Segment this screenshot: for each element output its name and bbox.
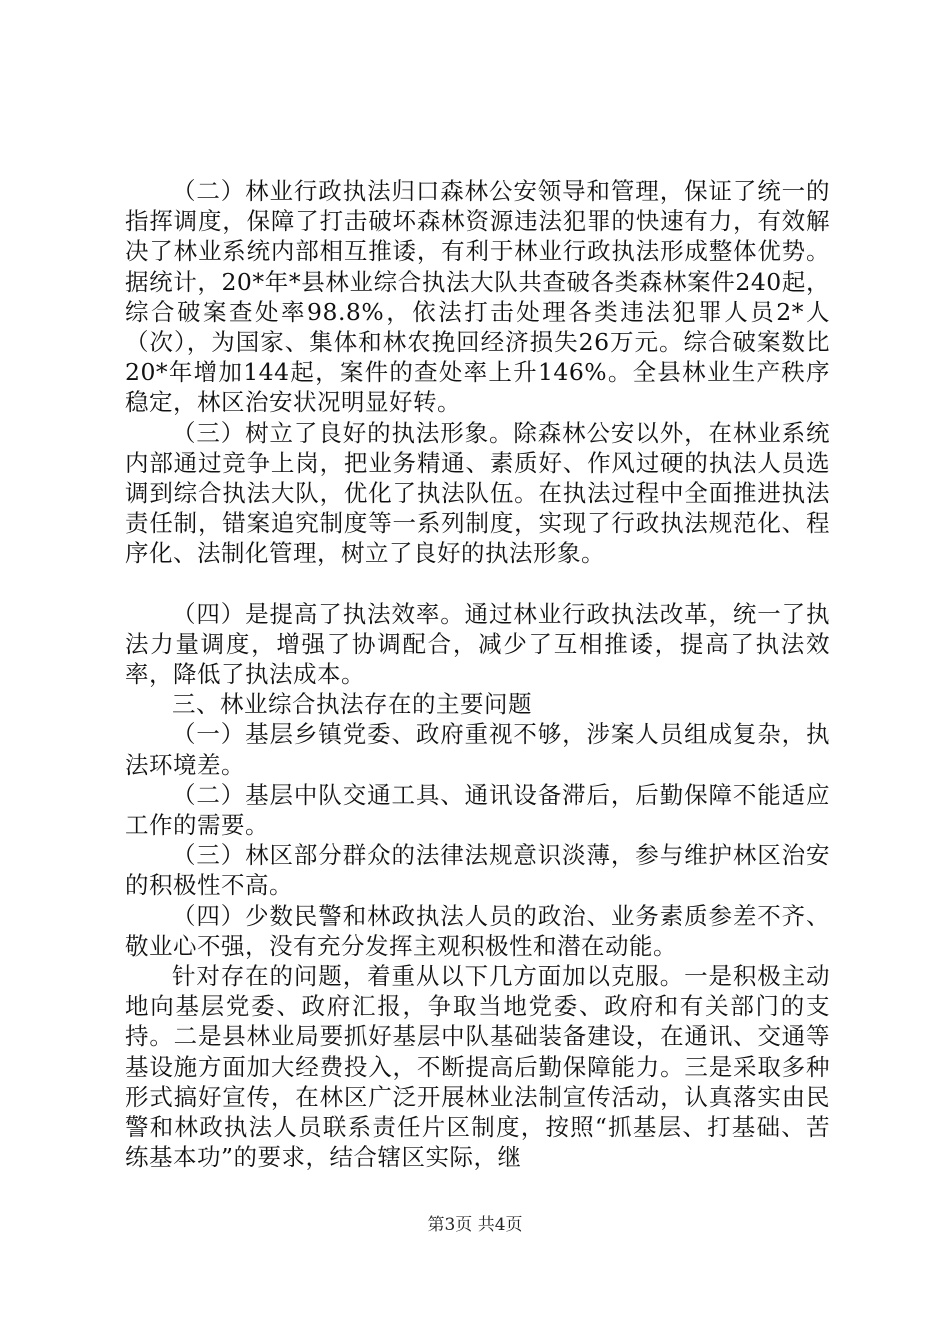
paragraph-solutions: 针对存在的问题，着重从以下几方面加以克服。一是积极主动地向基层党委、政府汇报，争取当地党委、政府和有关部门的支持。二是县林业局要抓好基层中队基础装备建设，在通讯、交通等基设施方面加大经费投入，不断提高后勤保障能力。三是采取多种形式搞好宣传，在林区广泛开展林业法制宣传活动，认真落实由民警和林政执法人员联系责任片区制度，按照“抓基层、打基础、苦练基本功”的要求，结合辖区实际，继 [125, 962, 830, 1172]
paragraph-three-good-image: （三）树立了良好的执法形象。除森林公安以外，在林业系统内部通过竞争上岗，把业务精通、素质好、作风过硬的执法人员选调到综合执法大队，优化了执法队伍。在执法过程中全面推进执法责任制，错案追究制度等一系列制度，实现了行政执法规范化、程序化、法制化管理，树立了良好的执法形象。 [125, 418, 830, 568]
problem-item-three: （三）林区部分群众的法律法规意识淡薄，参与维护林区治安的积极性不高。 [125, 841, 830, 900]
section-heading-main-problems: 三、林业综合执法存在的主要问题 [172, 690, 532, 719]
problem-item-four: （四）少数民警和林政执法人员的政治、业务素质参差不齐、敬业心不强，没有充分发挥主观积极性和潜在动能。 [125, 901, 830, 960]
problem-item-one: （一）基层乡镇党委、政府重视不够，涉案人员组成复杂，执法环境差。 [125, 720, 830, 779]
paragraph-four-efficiency: （四）是提高了执法效率。通过林业行政执法改革，统一了执法力量调度，增强了协调配合，减少了互相推诿，提高了执法效率，降低了执法成本。 [125, 599, 830, 689]
paragraph-two-law-enforcement-unified: （二）林业行政执法归口森林公安领导和管理，保证了统一的指挥调度，保障了打击破坏森林资源违法犯罪的快速有力，有效解决了林业系统内部相互推诿，有利于林业行政执法形成整体优势。据统计，20*年*县林业综合执法大队共查破各类森林案件240起，综合破案查处率98.8%，依法打击处理各类违法犯罪人员2*人（次），为国家、集体和林农挽回经济损失26万元。综合破案数比20*年增加144起，案件的查处率上升146%。全县林业生产秩序稳定，林区治安状况明显好转。 [125, 177, 830, 417]
page-footer-number: 第3页 共4页 [427, 1215, 523, 1235]
problem-item-two: （二）基层中队交通工具、通讯设备滞后，后勤保障不能适应工作的需要。 [125, 780, 830, 840]
document-body [125, 176, 830, 1173]
